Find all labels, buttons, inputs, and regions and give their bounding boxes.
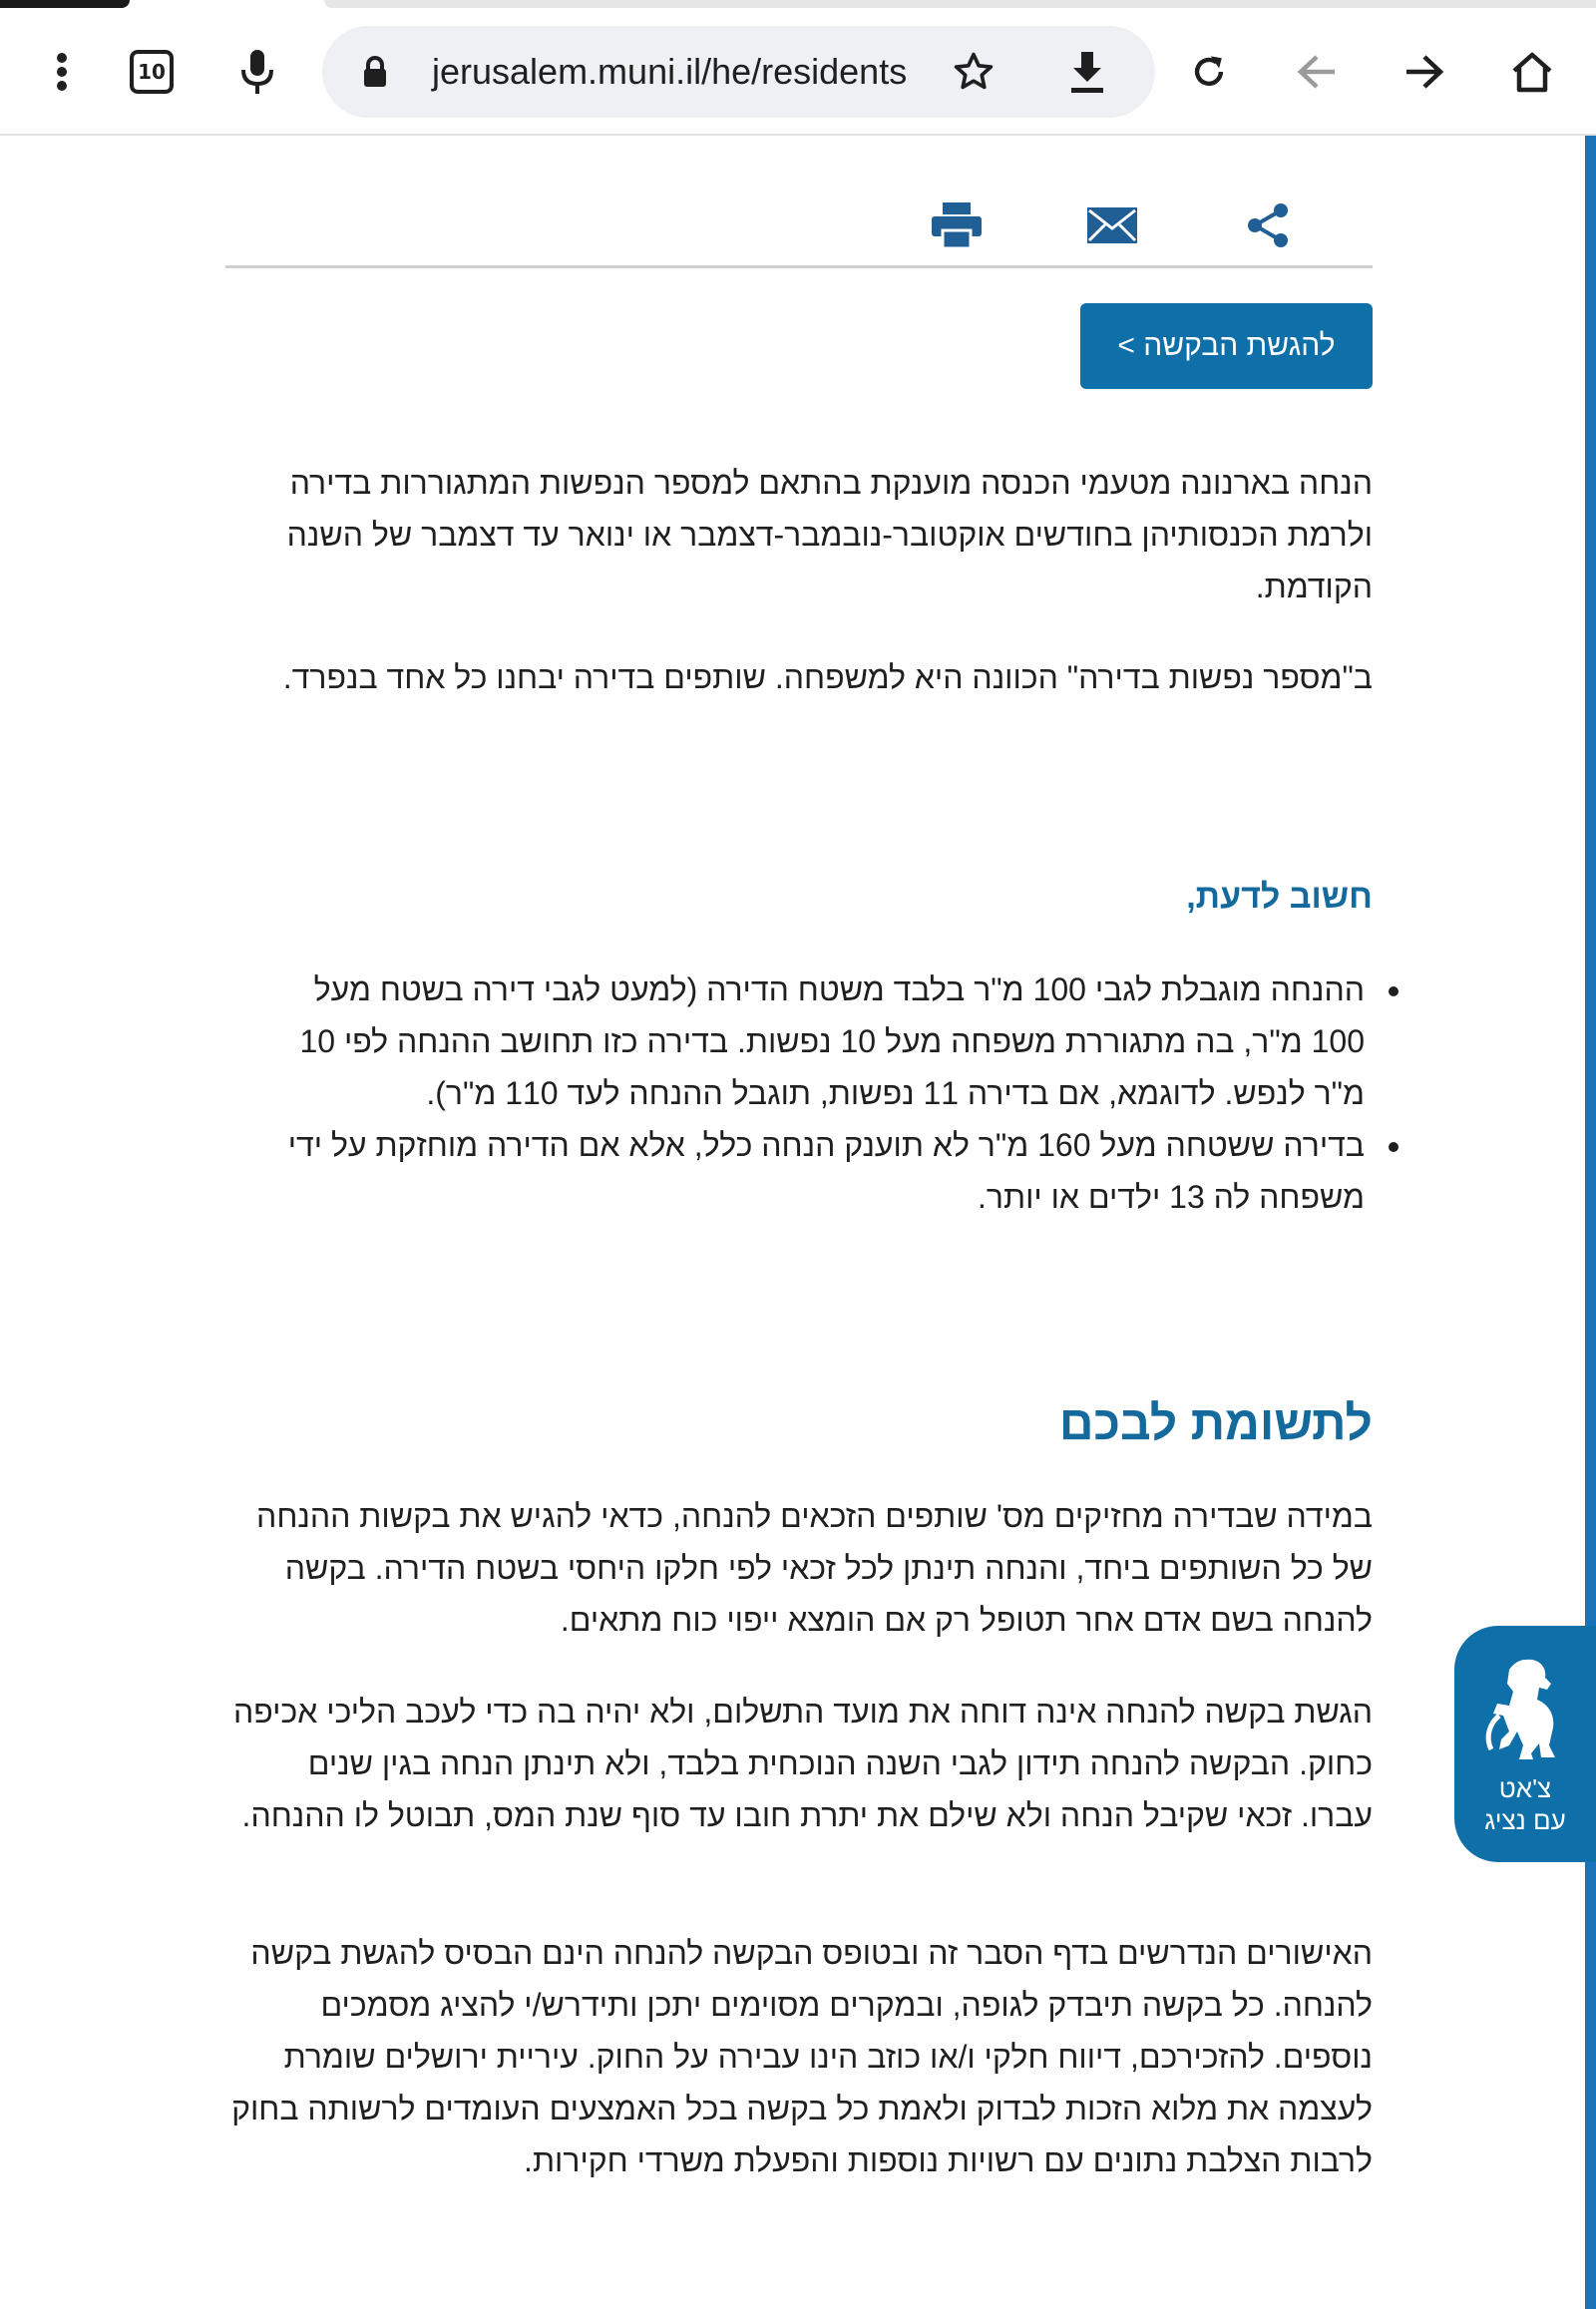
tab-count: 10 — [130, 50, 174, 94]
mail-icon[interactable] — [1082, 195, 1142, 255]
attention-paragraph-3: האישורים הנדרשים בדף הסבר זה ובטופס הבקשה להנחה הינם הבסיס להגשת בקשה להנחה. כל בקשה תיבדק לגופה, ובמקרים מסוימים יתכן ותידרש/י להציג מסמכים נוספים. להזכירכם, דיווח חלקי ו/או כוזב הינו עבירה על החוק. עיריית ירושלים שומרת לעצמה את מלוא הזכות לבדוק ולאמת כל בקשה בכל האמצעים העומדים לרשותה בחוק לרבות הצלבת נתונים עם רשויות נוספות והפעלת משרדי חקירות. — [231, 1935, 1373, 2178]
forward-icon[interactable] — [1400, 10, 1448, 134]
tab-strip — [0, 0, 1596, 10]
intro-paragraph-2: ב"מספר נפשות בדירה" הכוונה היא למשפחה. שותפים בדירה יבחנו כל אחד בנפרד. — [282, 659, 1373, 695]
mic-icon[interactable] — [233, 10, 281, 134]
tab-switcher-icon[interactable] — [128, 10, 176, 134]
chat-label: צ'אט — [1498, 1773, 1552, 1803]
list-item: • בדירה ששטחה מעל 160 מ"ר לא תוענק הנחה כלל, אלא אם הדירה מוחזקת על ידי משפחה לה 13 ילדים או יותר. — [265, 1119, 1373, 1223]
scrollbar[interactable] — [1585, 136, 1596, 2309]
tab-strip-left — [0, 0, 130, 8]
attention-paragraph-1: במידה שבדירה מחזיקים מס' שותפים הזכאים להנחה, כדאי להגיש את בקשות ההנחה של כל השותפים ביחד, והנחה תינתן לכל זכאי לפי חלקו היחסי בשטח הדירה. בקשה להנחה בשם אדם אחר תטופל רק אם הומצא ייפוי כוח מתאים. — [256, 1498, 1373, 1638]
attention-heading: לתשומת לבכם — [1058, 1397, 1373, 1450]
browser-toolbar — [0, 10, 1596, 136]
chat-widget-button[interactable] — [1454, 1626, 1596, 1862]
star-icon[interactable] — [949, 26, 998, 118]
submit-request-button[interactable]: להגשת הבקשה > — [1080, 303, 1373, 389]
home-icon[interactable] — [1508, 10, 1556, 134]
menu-dots-icon[interactable] — [42, 10, 82, 134]
list-item: • ההנחה מוגבלת לגבי 100 מ"ר בלבד משטח הדירה (למעט לגבי דירה בשטח מעל 100 מ"ר, בה מתגוררת משפחה מעל 10 נפשות. בדירה כזו תחושב ההנחה לפי 10 מ"ר לנפש. לדוגמא, אם בדירה 11 נפשות, תוגבל ההנחה לעד 110 מ"ר). — [265, 963, 1373, 1119]
address-bar[interactable] — [322, 26, 1155, 118]
back-icon[interactable] — [1293, 10, 1341, 134]
lock-icon[interactable] — [360, 26, 390, 118]
important-list — [265, 963, 1398, 1223]
intro-paragraph-1: הנחה בארנונה מטעמי הכנסה מוענקת בהתאם למספר הנפשות המתגוררות בדירה ולרמת הכנסותיהן בחודשים אוקטובר-נובמבר-דצמבר או ינואר עד דצמבר של השנה הקודמת. — [286, 465, 1373, 604]
important-heading: חשוב לדעת, — [1186, 878, 1373, 916]
attention-paragraph-2: הגשת בקשה להנחה אינה דוחה את מועד התשלום, ולא יהיה בה כדי לעכב הליכי אכיפה כחוק. הבקשה להנחה תידון לגבי השנה הנוכחית בלבד, ולא תינתן הנחה בגין שנים עברו. זכאי שקיבל הנחה ולא שילם את יתרת חובו עד סוף שנת המס, תבוטל לו ההנחה. — [233, 1694, 1373, 1833]
print-icon[interactable] — [927, 195, 987, 255]
chat-label: עם נציג — [1484, 1805, 1566, 1835]
jerusalem-lion-icon — [1479, 1654, 1573, 1763]
tab-strip-right — [324, 0, 1596, 8]
share-toolbar — [0, 136, 1596, 265]
reload-icon[interactable] — [1185, 10, 1233, 134]
url-text[interactable]: jerusalem.muni.il/he/residents — [432, 51, 908, 92]
share-icon[interactable] — [1238, 195, 1298, 255]
divider — [225, 265, 1373, 268]
page-content — [0, 136, 1596, 2309]
download-icon[interactable] — [1062, 26, 1112, 118]
